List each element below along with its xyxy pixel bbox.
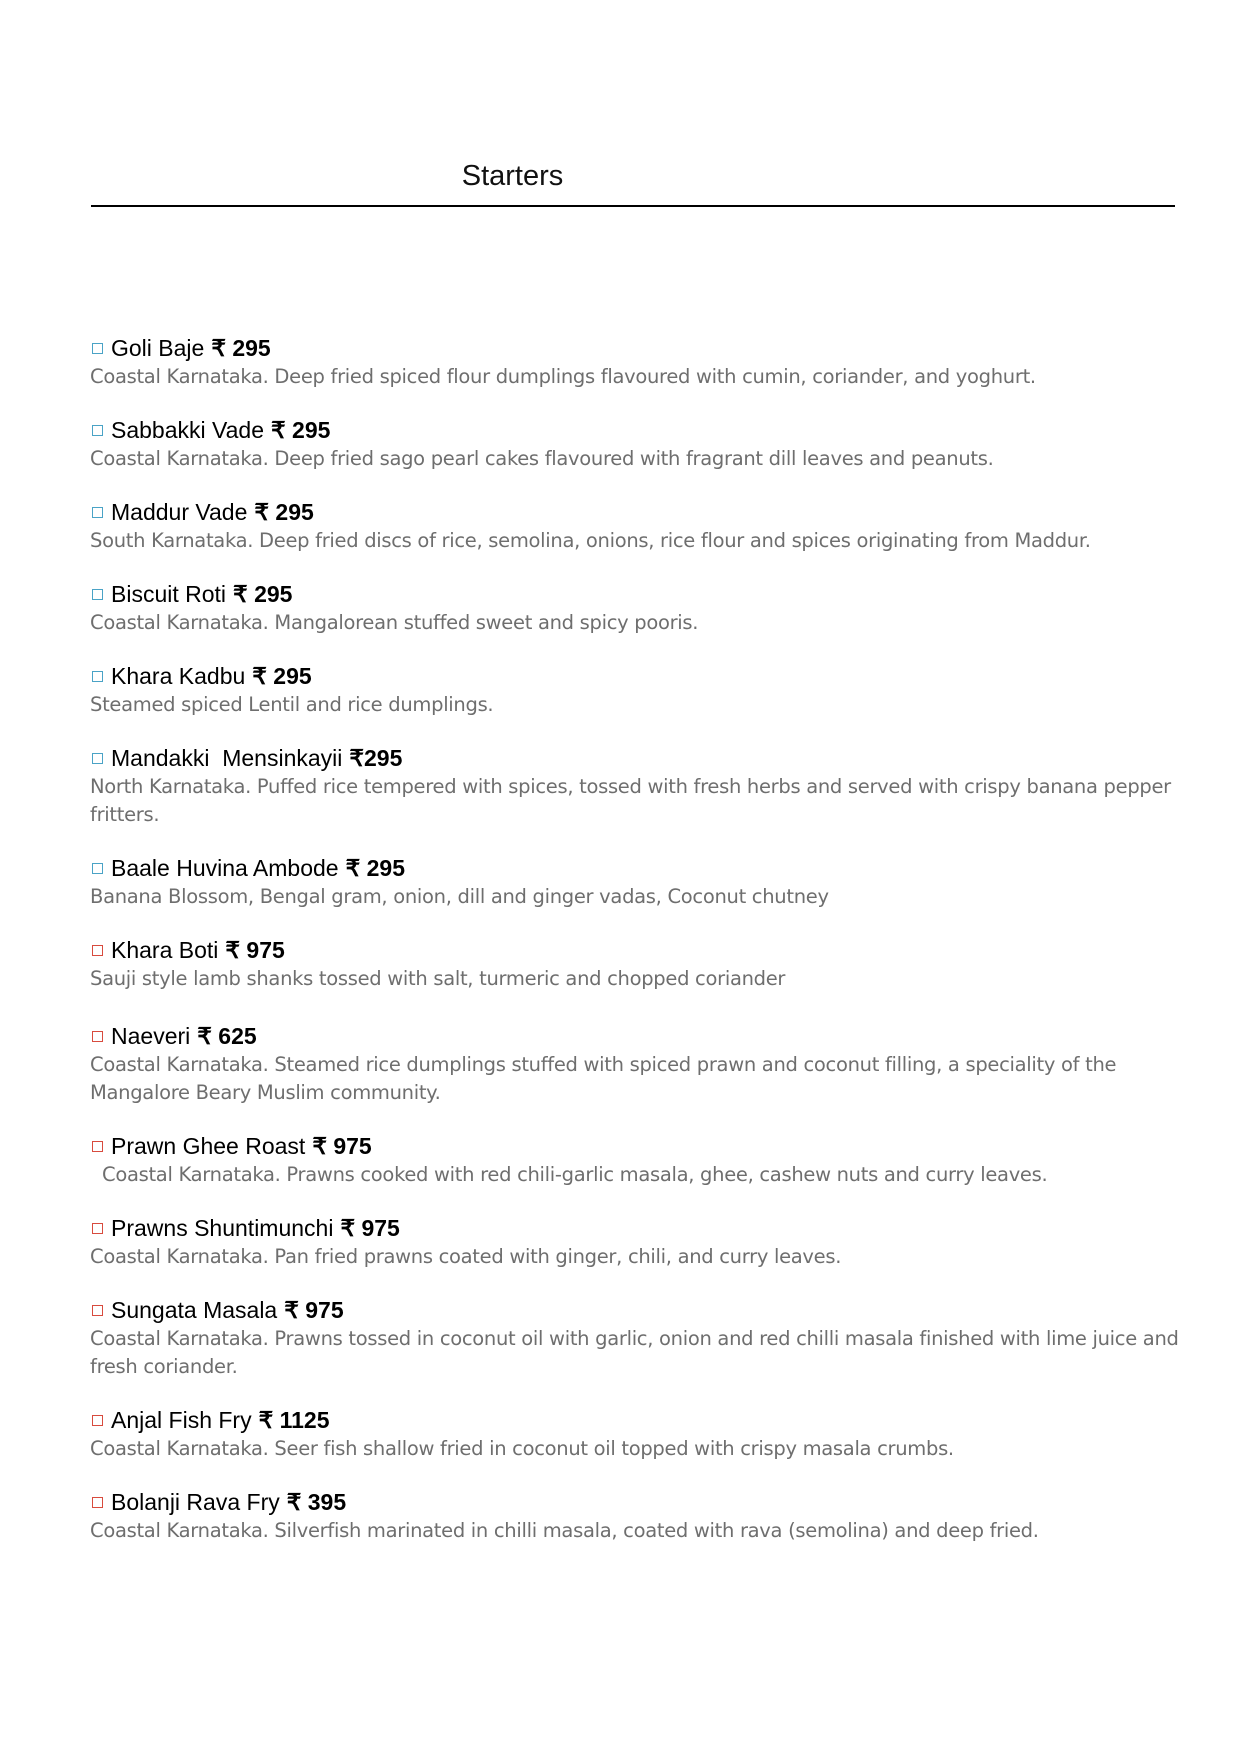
menu-item: [90, 743, 1180, 829]
item-price: ₹ 295: [271, 417, 331, 443]
item-description: Coastal Karnataka. Silverfish marinated in chilli masala, coated with rava (semolina) and deep fried.: [90, 1519, 1039, 1542]
nonveg-checkbox-icon: [92, 1415, 103, 1426]
item-name: Goli Baje: [111, 335, 205, 361]
item-description: Banana Blossom, Bengal gram, onion, dill and ginger vadas, Coconut chutney: [90, 885, 829, 908]
item-description: Coastal Karnataka. Prawns cooked with red chili-garlic masala, ghee, cashew nuts and curry leaves.: [102, 1163, 1048, 1186]
menu-item: [90, 579, 1180, 637]
item-name: Maddur Vade: [111, 499, 248, 525]
menu-item: [90, 1021, 1180, 1107]
menu-item: [90, 1213, 1180, 1271]
item-name: Prawns Shuntimunchi: [111, 1215, 334, 1241]
item-name: Khara Boti: [111, 937, 219, 963]
veg-checkbox-icon: [92, 589, 103, 600]
item-price: ₹ 295: [233, 581, 293, 607]
nonveg-checkbox-icon: [92, 1305, 103, 1316]
menu-item: [90, 935, 1180, 993]
nonveg-checkbox-icon: [92, 1223, 103, 1234]
menu-item: [90, 661, 1180, 719]
item-price: ₹ 975: [340, 1215, 400, 1241]
nonveg-checkbox-icon: [92, 1497, 103, 1508]
item-name: Mandakki Mensinkayii: [111, 745, 343, 771]
item-price: ₹ 295: [345, 855, 406, 881]
item-name: Sungata Masala: [111, 1297, 278, 1323]
item-description: Steamed spiced Lentil and rice dumplings.: [90, 693, 494, 716]
menu-item: [90, 333, 1180, 391]
item-description: Coastal Karnataka. Prawns tossed in coconut oil with garlic, onion and red chilli masala finished with lime juice and fresh coriander.: [90, 1327, 1179, 1378]
menu-item: [90, 1405, 1180, 1463]
item-name: Anjal Fish Fry: [111, 1407, 252, 1433]
item-name: Bolanji Rava Fry: [111, 1489, 280, 1515]
item-description: Coastal Karnataka. Deep fried spiced flour dumplings flavoured with cumin, coriander, and yoghurt.: [90, 365, 1036, 388]
veg-checkbox-icon: [92, 671, 103, 682]
item-price: ₹ 395: [286, 1489, 347, 1515]
item-description: South Karnataka. Deep fried discs of rice, semolina, onions, rice flour and spices originating from Maddur.: [90, 529, 1091, 552]
item-price: ₹ 625: [197, 1023, 257, 1049]
item-price: ₹ 1125: [258, 1407, 330, 1433]
nonveg-checkbox-icon: [92, 1031, 103, 1042]
menu-item: [90, 1487, 1180, 1545]
item-name: Baale Huvina Ambode: [111, 855, 339, 881]
menu-list: [90, 333, 1180, 1545]
veg-checkbox-icon: [92, 863, 103, 874]
item-name: Khara Kadbu: [111, 663, 246, 689]
page-title: Starters: [461, 160, 564, 192]
item-price: ₹ 975: [225, 937, 285, 963]
item-description: Sauji style lamb shanks tossed with salt, turmeric and chopped coriander: [90, 967, 786, 990]
item-name: Naeveri: [111, 1023, 191, 1049]
menu-item: [90, 1295, 1180, 1381]
veg-checkbox-icon: [92, 343, 103, 354]
item-price: ₹ 975: [312, 1133, 372, 1159]
item-description: Coastal Karnataka. Steamed rice dumplings stuffed with spiced prawn and coconut filling, a speciality of the Mangalore Beary Muslim community.: [90, 1053, 1117, 1104]
item-price: ₹295: [349, 745, 403, 771]
item-description: Coastal Karnataka. Mangalorean stuffed sweet and spicy pooris.: [90, 611, 699, 634]
item-description: Coastal Karnataka. Seer fish shallow fried in coconut oil topped with crispy masala crumbs.: [90, 1437, 954, 1460]
veg-checkbox-icon: [92, 753, 103, 764]
item-price: ₹ 295: [211, 335, 271, 361]
item-description: Coastal Karnataka. Deep fried sago pearl cakes flavoured with fragrant dill leaves and peanuts.: [90, 447, 994, 470]
item-price: ₹ 295: [252, 663, 312, 689]
veg-checkbox-icon: [92, 507, 103, 518]
item-price: ₹ 295: [254, 499, 314, 525]
menu-item: [90, 853, 1180, 911]
menu-item: [90, 415, 1180, 473]
item-description: North Karnataka. Puffed rice tempered with spices, tossed with fresh herbs and served with crispy banana pepper fritters.: [90, 775, 1171, 826]
title-divider: [91, 205, 1175, 207]
menu-item: [90, 1131, 1180, 1189]
nonveg-checkbox-icon: [92, 945, 103, 956]
item-description: Coastal Karnataka. Pan fried prawns coated with ginger, chili, and curry leaves.: [90, 1245, 842, 1268]
item-name: Biscuit Roti: [111, 581, 227, 607]
item-name: Prawn Ghee Roast: [111, 1133, 306, 1159]
item-price: ₹ 975: [284, 1297, 344, 1323]
veg-checkbox-icon: [92, 425, 103, 436]
menu-item: [90, 497, 1180, 555]
item-name: Sabbakki Vade: [111, 417, 265, 443]
nonveg-checkbox-icon: [92, 1141, 103, 1152]
